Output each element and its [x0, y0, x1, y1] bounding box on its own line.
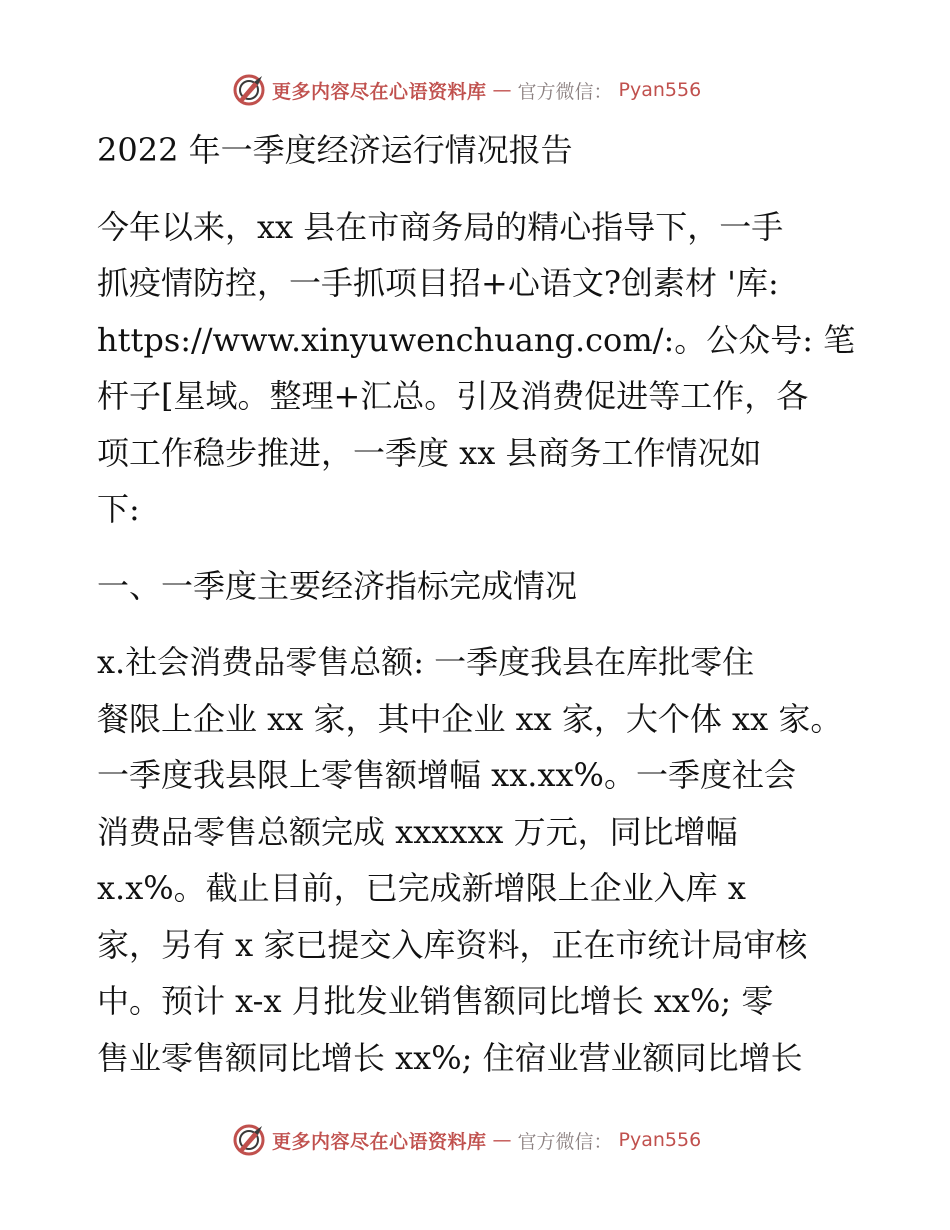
paragraph-line: 今年以来，xx 县在市商务局的精心指导下，一手 [97, 207, 784, 246]
paragraph-intro [97, 199, 857, 538]
quill-pen-logo-icon [232, 1123, 266, 1157]
paragraph-line: 售业零售额同比增长 xx%; 住宿业营业额同比增长 [97, 1038, 803, 1077]
paragraph-line: 抓疫情防控，一手抓项目招+心语文?创素材 '库: [97, 264, 779, 302]
paragraph-line: x.x%。截止目前，已完成新增限上企业入库 x [97, 869, 746, 907]
header-watermark [232, 70, 701, 110]
watermark-wechat-label: 官方微信： [517, 80, 613, 103]
paragraph-line: 中。预计 x-x 月批发业销售额同比增长 xx%; 零 [97, 982, 774, 1020]
watermark-main-text: 更多内容尽在心语资料库 [272, 80, 487, 103]
paragraph-line: https://www.xinyuwenchuang.com/:。公众号: 笔 [97, 320, 856, 359]
paragraph-retail [97, 634, 857, 1086]
paragraph-line: 杆子[星域。整理+汇总。引及消费促进等工作，各 [97, 377, 809, 415]
paragraph-line: 下: [97, 490, 140, 528]
paragraph-line: 消费品零售总额完成 xxxxxx 万元，同比增幅 [97, 812, 738, 851]
paragraph-line: 餐限上企业 xx 家，其中企业 xx 家，大个体 xx 家。 [97, 699, 843, 738]
paragraph-line: 一季度我县限上零售额增幅 xx.xx%。一季度社会 [97, 756, 796, 794]
watermark-main-text: 更多内容尽在心语资料库 [272, 1130, 487, 1153]
paragraph-line: x.社会消费品零售总额: 一季度我县在库批零住 [97, 643, 755, 681]
document-body [97, 122, 857, 1086]
section-heading: 一、一季度主要经济指标完成情况 [97, 566, 578, 605]
watermark-wechat-id: Pyan556 [618, 79, 702, 101]
watermark-dash: — [492, 1129, 512, 1151]
watermark-dash: — [492, 79, 512, 101]
document-title: 2022 年一季度经济运行情况报告 [97, 131, 573, 169]
paragraph-line: 项工作稳步推进，一季度 xx 县商务工作情况如 [97, 433, 762, 472]
quill-pen-logo-icon [232, 73, 266, 107]
footer-watermark [232, 1120, 701, 1160]
watermark-wechat-label: 官方微信： [517, 1130, 613, 1153]
paragraph-line: 家，另有 x 家已提交入库资料，正在市统计局审核 [97, 925, 808, 964]
watermark-wechat-id: Pyan556 [618, 1129, 702, 1151]
